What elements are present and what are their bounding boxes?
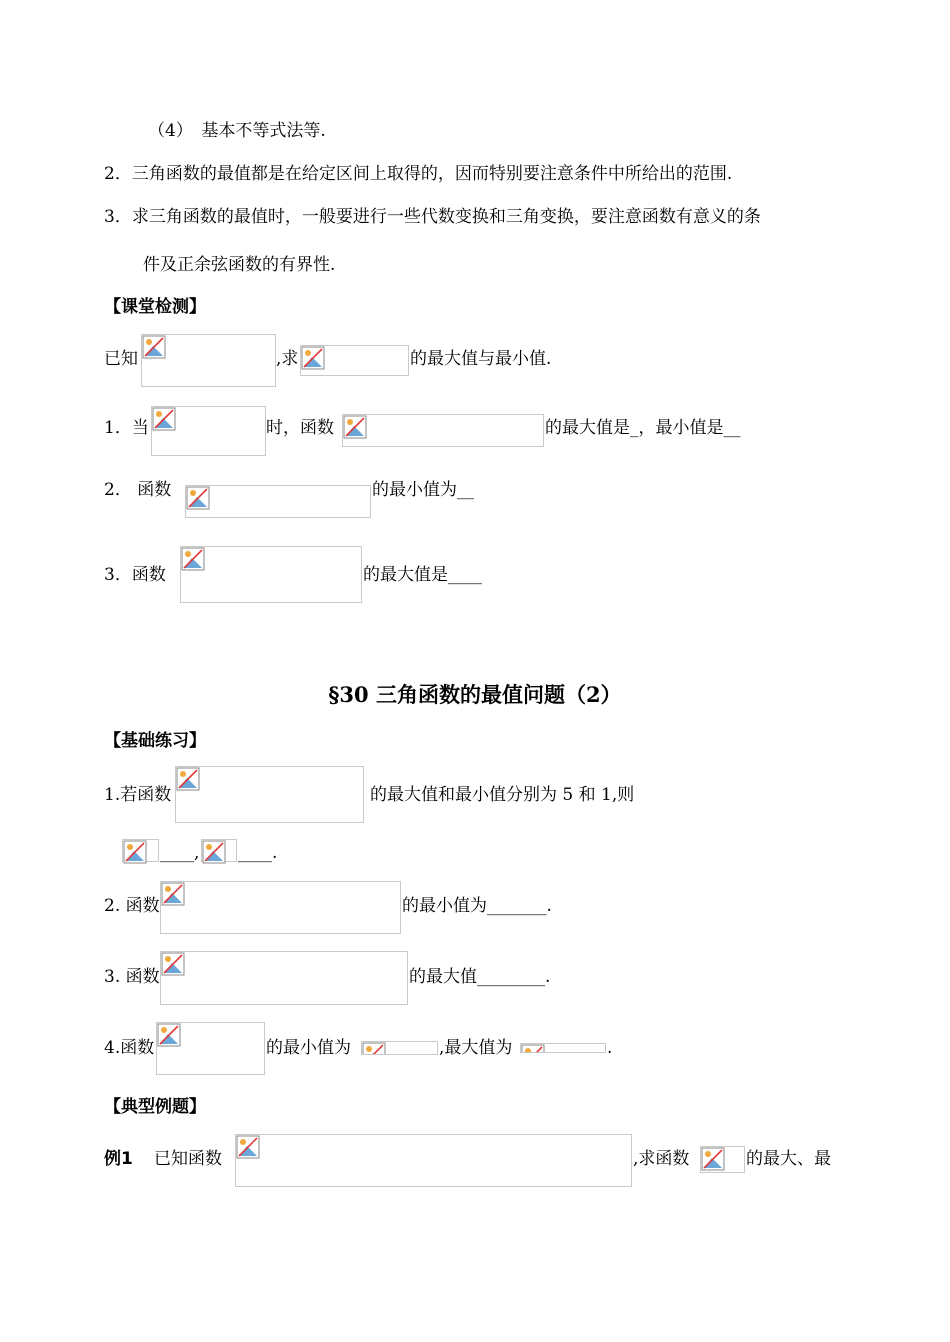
formula-image bbox=[151, 406, 266, 456]
section-title: §30 三角函数的最值问题（2） bbox=[328, 682, 622, 707]
broken-image-icon bbox=[202, 840, 226, 864]
bp-q1-text-a: 1.若函数 bbox=[104, 785, 172, 805]
broken-image-icon bbox=[343, 415, 367, 439]
example-1-text-c: 的最大、最 bbox=[746, 1149, 831, 1169]
cc-q3-text-a: 3．函数 bbox=[104, 565, 166, 585]
formula-image bbox=[361, 1041, 438, 1055]
broken-image-icon bbox=[236, 1135, 260, 1159]
formula-image bbox=[185, 485, 371, 518]
formula-image bbox=[180, 546, 362, 603]
bp-q1-text-c: ____, bbox=[160, 843, 200, 863]
example-1-text-a: 已知函数 bbox=[154, 1149, 222, 1169]
formula-image bbox=[175, 766, 364, 823]
cc-q1-text-a: 1．当 bbox=[104, 418, 149, 438]
bp-q1-text-d: ____. bbox=[238, 843, 278, 863]
formula-image bbox=[300, 345, 409, 376]
note-3-line-1: 3．求三角函数的最值时，一般要进行一些代数变换和三角变换，要注意函数有意义的条 bbox=[104, 207, 761, 227]
typical-examples-heading: 【典型例题】 bbox=[104, 1097, 206, 1117]
example-1-label: 例1 bbox=[104, 1149, 133, 1169]
broken-image-icon bbox=[362, 1042, 386, 1055]
formula-image bbox=[160, 951, 408, 1005]
cc-q1-text-c: 的最大值是_，最小值是__ bbox=[545, 418, 741, 438]
bp-q1-text-b: 的最大值和最小值分别为 5 和 1,则 bbox=[370, 785, 635, 805]
formula-image bbox=[235, 1134, 632, 1187]
formula-image bbox=[520, 1043, 606, 1053]
formula-image bbox=[342, 414, 544, 447]
cc-q3-text-b: 的最大值是____ bbox=[363, 565, 482, 585]
broken-image-icon bbox=[157, 1023, 181, 1047]
bp-q2-text-b: 的最小值为_______. bbox=[402, 896, 552, 916]
cc-q2-text-b: 的最小值为__ bbox=[372, 480, 474, 500]
broken-image-icon bbox=[176, 767, 200, 791]
broken-image-icon bbox=[186, 486, 210, 510]
formula-image bbox=[700, 1146, 745, 1173]
example-1-text-b: ,求函数 bbox=[633, 1149, 690, 1169]
bp-q4-text-c: ,最大值为 bbox=[439, 1038, 513, 1058]
formula-image bbox=[160, 881, 401, 934]
broken-image-icon bbox=[161, 952, 185, 976]
bp-q4-text-a: 4.函数 bbox=[104, 1038, 155, 1058]
bp-q2-text-a: 2. 函数 bbox=[104, 896, 160, 916]
broken-image-icon bbox=[701, 1147, 725, 1171]
cc-q1-text-b: 时，函数 bbox=[266, 418, 334, 438]
broken-image-icon bbox=[301, 346, 325, 370]
item-4: （4） 基本不等式法等. bbox=[148, 121, 326, 141]
basic-practice-heading: 【基础练习】 bbox=[104, 731, 206, 751]
broken-image-icon bbox=[161, 882, 185, 906]
bp-q3-text-b: 的最大值________. bbox=[409, 967, 551, 987]
formula-image bbox=[141, 334, 276, 387]
cc-q0-text-c: 的最大值与最小值. bbox=[410, 349, 552, 369]
cc-q0-text-b: ,求 bbox=[276, 349, 299, 369]
cc-q2-text-a: 2． 函数 bbox=[104, 480, 172, 500]
cc-q0-text-a: 已知 bbox=[104, 349, 138, 369]
note-2: 2．三角函数的最值都是在给定区间上取得的，因而特别要注意条件中所给出的范围. bbox=[104, 164, 733, 184]
classroom-check-heading: 【课堂检测】 bbox=[104, 297, 206, 317]
broken-image-icon bbox=[123, 840, 147, 864]
bp-q3-text-a: 3. 函数 bbox=[104, 967, 160, 987]
broken-image-icon bbox=[152, 407, 176, 431]
broken-image-icon bbox=[181, 547, 205, 571]
broken-image-icon bbox=[521, 1044, 545, 1053]
note-3-line-2: 件及正余弦函数的有界性. bbox=[143, 255, 336, 275]
broken-image-icon bbox=[142, 335, 166, 359]
bp-q4-text-b: 的最小值为 bbox=[266, 1038, 351, 1058]
formula-image bbox=[156, 1022, 265, 1075]
formula-image bbox=[122, 839, 159, 862]
bp-q4-text-d: . bbox=[607, 1038, 613, 1058]
formula-image bbox=[201, 839, 237, 862]
